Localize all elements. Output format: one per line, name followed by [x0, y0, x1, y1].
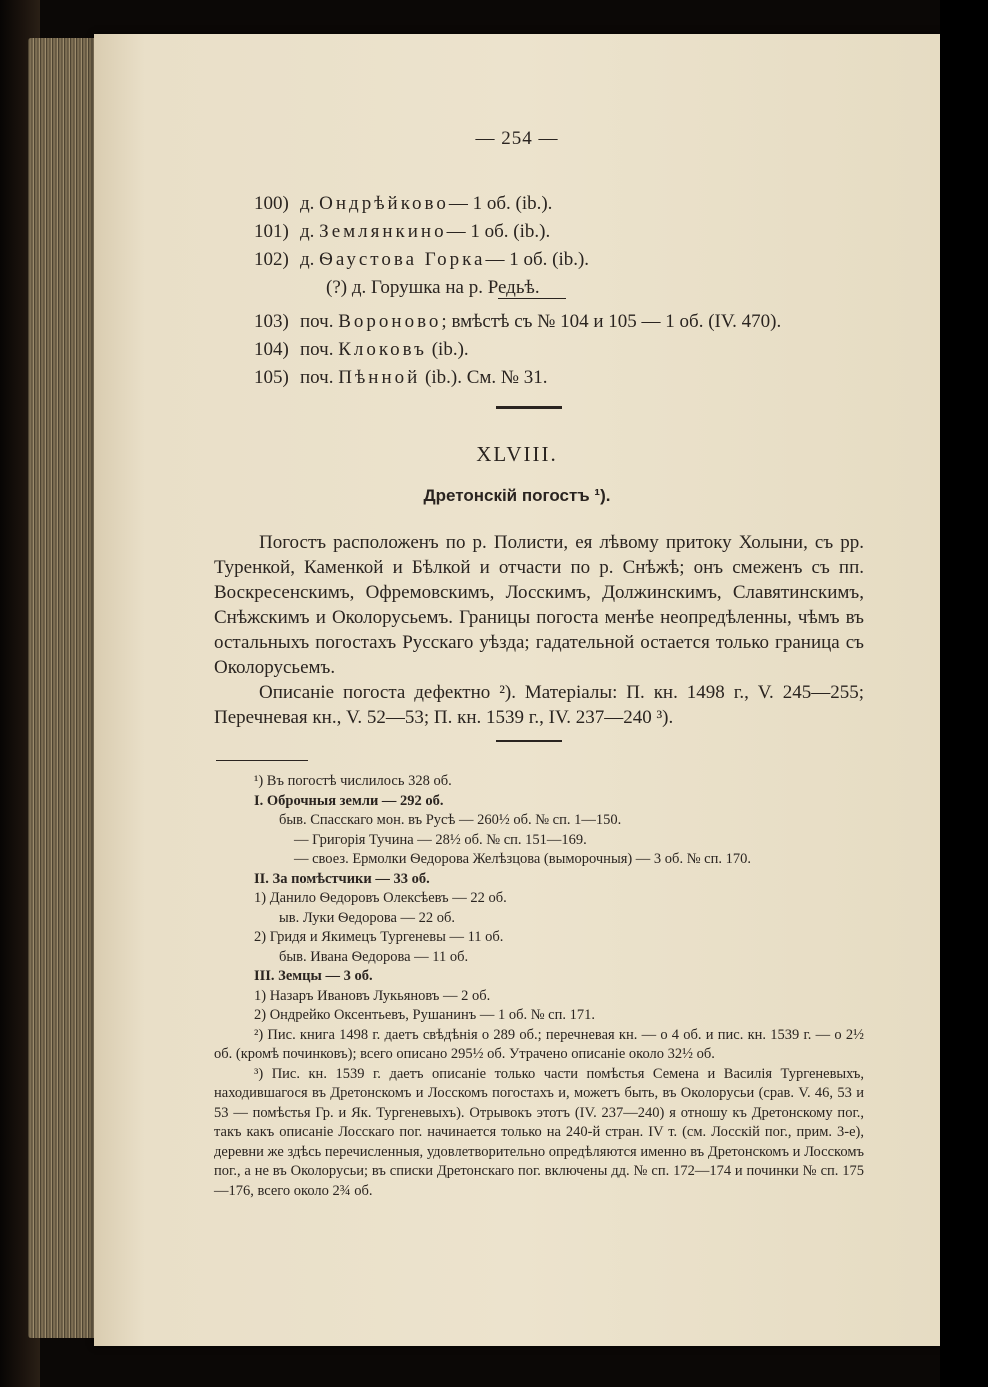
footnote-line: быв. Ивана Ѳедорова — 11 об.: [279, 948, 469, 965]
list-item: 104) поч. Клоковъ (ib.).: [254, 339, 469, 360]
village-list-1: [254, 190, 589, 302]
section-number: XLVIII.: [476, 442, 558, 466]
footnote-line: III. Земцы — 3 об.: [254, 968, 373, 984]
footnote-rule: [216, 760, 308, 761]
footnote-line: — своез. Ермолки Ѳедорова Желѣзцова (выморочныя) — 3 об. № сп. 170.: [294, 851, 751, 867]
divider: [498, 298, 566, 299]
list-item: 105) поч. Пѣнной (ib.). См. № 31.: [254, 367, 548, 388]
list-item: 100) д. Ондрѣйково— 1 об. (ib.).: [254, 193, 553, 214]
paragraph: Погостъ расположенъ по р. Полисти, ея лѣвому притоку Холыни, съ рр. Туренкой, Каменкой и Бѣлкой и отчасти по р. Снѣжѣ; онъ смеженъ съ пп. Воскресенскимъ, Офремовскимъ, Лосскимъ, Должинскимъ, Славятинскимъ, Снѣжскимъ и Околорусьемъ. Границы погоста менѣе неопредѣленны, чѣмъ въ остальныхъ погостахъ Русскаго уѣзда; гадательной остается только граница съ Околорусьемъ.: [214, 532, 864, 678]
footnote-line: ыв. Луки Ѳедорова — 22 об.: [279, 909, 456, 926]
divider: [496, 740, 562, 742]
footnote-line: ¹) Въ погостѣ числилось 328 об.: [254, 773, 452, 789]
body-text: [214, 530, 864, 730]
village-list-2: [254, 308, 781, 392]
section-title: Дретонскій погостъ ¹).: [423, 486, 611, 505]
scan-border: [940, 0, 988, 1387]
footnote-line: I. Оброчныя земли — 292 об.: [254, 792, 444, 809]
footnote-2: ²) Пис. книга 1498 г. даетъ свѣдѣнія о 289 об.; перечневая кн. — о 4 об. и пис. кн. 1539 г. — о 2½ об. (кромѣ починковъ); всего описано 295½ об. Утрачено описаніе около 32½ об.: [214, 1026, 864, 1062]
footnote-3: ³) Пис. кн. 1539 г. даетъ описаніе только части помѣстья Семена и Василія Тургеневыхъ, находившагося въ Дретонскомъ и Лосскомъ погостахъ и, можетъ быть, въ Околорусьи (срав. V. 46, 53 и 53 — помѣстья Гр. и Як. Тургеневыхъ). Отрывокъ этотъ (IV. 237—240) я отношу къ Дретонскому пог., такъ какъ описаніе Лосскаго пог. начинается только на 240-й стран. IV т. (см. Лосскій пог., прим. 3-е), деревни же здѣсь перечисленныя, удовлетворительно опредѣляются именно въ Дретонскомъ и Лосскомъ пог., а не въ Околорусьи; въ списки Дретонскаго пог. включены дд. № сп. 172—174 и починки № сп. 175—176, всего около 2¾ об.: [214, 1065, 864, 1199]
list-item: 101) д. Землянкино— 1 об. (ib.).: [254, 221, 551, 242]
section-divider: [496, 406, 562, 409]
footnote-line: — Григорія Тучина — 28½ об. № сп. 151—169.: [294, 831, 587, 848]
list-item: 103) поч. Вороново; вмѣстѣ съ № 104 и 105 — 1 об. (IV. 470).: [254, 311, 782, 332]
footnote-line: 2) Гридя и Якимецъ Тургеневы — 11 об.: [254, 929, 504, 945]
footnote-line: быв. Спасскаго мон. въ Русѣ — 260½ об. № сп. 1—150.: [279, 812, 622, 828]
list-item: (?) д. Горушка на р. Редьѣ.: [326, 277, 540, 298]
footnote-line: 1) Назаръ Ивановъ Лукьяновъ — 2 об.: [254, 987, 491, 1004]
list-item: 102) д. Ѳаустова Горка— 1 об. (ib.).: [254, 249, 590, 270]
paragraph: Описаніе погоста дефектно ²). Матеріалы: П. кн. 1498 г., V. 245—255; Перечневая кн., V. 52—53; П. кн. 1539 г., IV. 237—240 ³).: [214, 682, 864, 728]
footnote-line: 1) Данило Ѳедоровъ Олексѣевъ — 22 об.: [254, 890, 507, 906]
book-page: [94, 34, 940, 1346]
page-number: — 254 —: [475, 128, 559, 149]
footnote-line: II. За помѣстчики — 33 об.: [254, 870, 430, 887]
footnote-line: 2) Ондрейко Оксентьевъ, Рушанинъ — 1 об. № сп. 171.: [254, 1007, 595, 1023]
footnotes: [214, 772, 864, 1201]
